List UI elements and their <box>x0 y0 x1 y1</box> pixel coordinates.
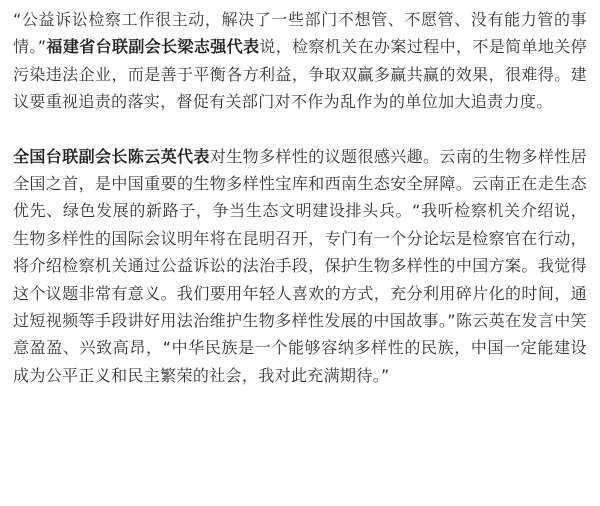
paragraph-1 <box>13 6 587 116</box>
paragraph-2-text: 对生物多样性的议题很感兴趣。云南的生物多样性居全国之首，是中国重要的生物多样性宝库和西南生态安全屏障。云南正在走生态优先、绿色发展的新路子，争当生态文明建设排头兵。“我听检察机关介绍说，生物多样性的国际会议明年将在昆明召开，专门有一个分论坛是检察官在行动，将介绍检察机关通过公益诉讼的法治手段，保护生物多样性的中国方案。我觉得这个议题非常有意义。我们要用年轻人喜欢的方式，充分利用碎片化的时间，通过短视频等手段讲好用法治维护生物多样性发展的中国故事。”陈云英在发言中笑意盈盈、兴致高昂，“中华民族是一个能够容纳多样性的民族，中国一定能建设成为公平正义和民主繁荣的社会，我对此充满期待。” <box>13 146 587 385</box>
speaker-chen-yunying: 全国台联副会长陈云英代表 <box>13 146 210 166</box>
paragraph-1-text: 说，检察机关在办案过程中，不是简单地关停污染违法企业，而是善于平衡各方利益，争取双赢多赢共赢的效果，很难得。建议要重视追责的落实，督促有关部门对不作为乱作为的单位加大追责力度。 <box>13 37 587 112</box>
paragraph-1-quote: “公益诉讼检察工作很主动，解决了一些部门不想管、不愿管、没有能力管的事情。” <box>13 10 587 57</box>
speaker-liang-zhiqiang: 福建省台联副会长梁志强代表 <box>46 37 260 57</box>
paragraph-2 <box>13 143 587 390</box>
